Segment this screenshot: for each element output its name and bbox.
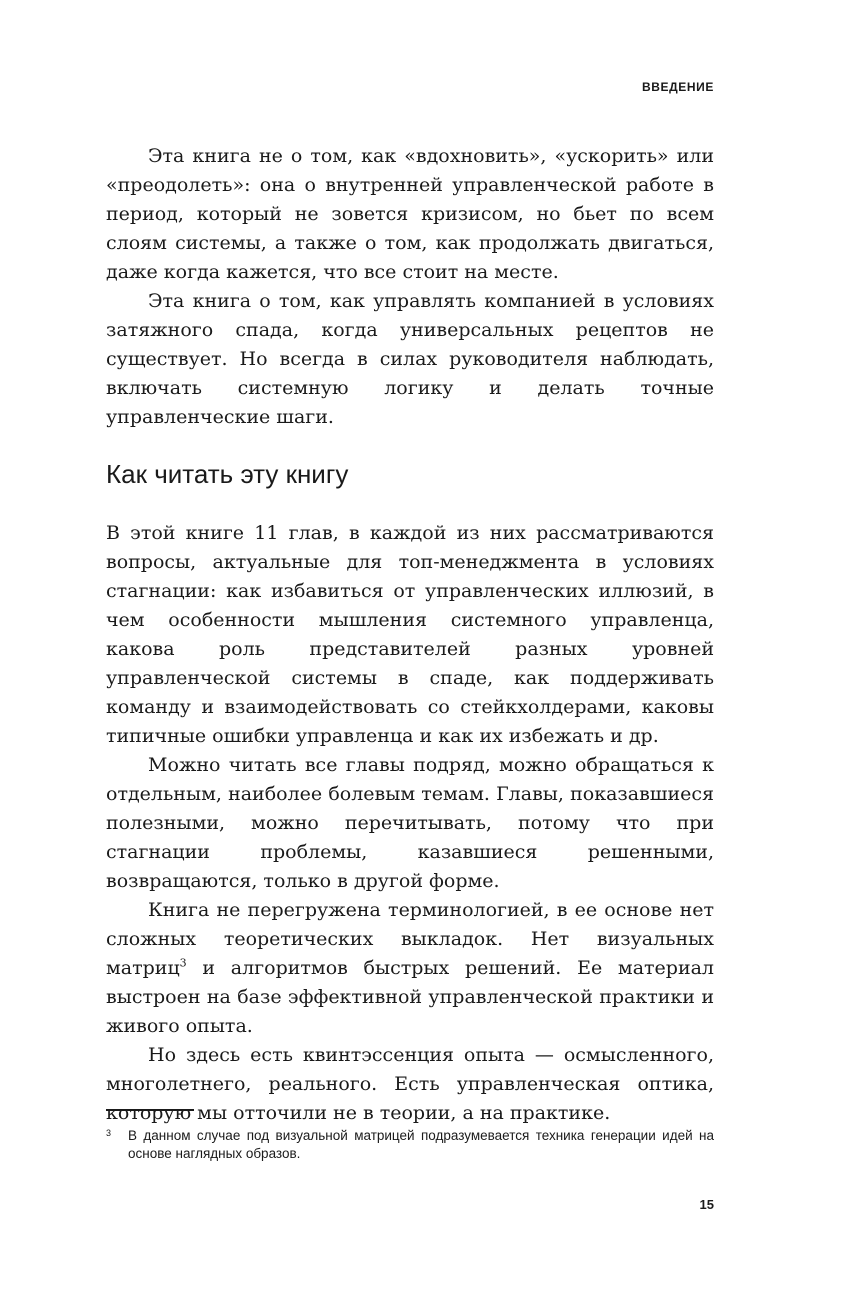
section-heading: Как читать эту книгу xyxy=(106,459,349,489)
section-paragraph-1: В этой книге 11 глав, в каждой из них рассматриваются вопросы, актуальные для топ-менеджмента в условиях стагнации: как избавиться от управленческих иллюзий, в чем особенности мышления системного управленца, какова роль представителей разных уровней управленческой системы в спаде, как поддерживать команду и взаимодействовать со стейкхолдерами, каковы типичные ошибки управленца и как их избежать и др. xyxy=(106,522,714,747)
section-text xyxy=(106,519,714,1128)
section-paragraph-3 xyxy=(106,896,714,1041)
running-head: ВВЕДЕНИЕ xyxy=(642,80,714,94)
intro-text xyxy=(106,142,714,432)
page-number: 15 xyxy=(699,1197,714,1212)
intro-paragraph-2: Эта книга о том, как управлять компанией в условиях затяжного спада, когда универсальных рецептов не существует. Но всегда в силах руководителя наблюдать, включать системную логику и делать точные управленческие шаги. xyxy=(106,290,714,428)
section-paragraph-4: Но здесь есть квинтэссенция опыта — осмысленного, многолетнего, реального. Есть управленческая оптика, которую мы отточили не в теории, а на практике. xyxy=(106,1044,714,1124)
section-paragraph-2: Можно читать все главы подряд, можно обращаться к отдельным, наиболее болевым темам. Главы, показавшиеся полезными, можно перечитывать, потому что при стагнации проблемы, казавшиеся решенными, возвращаются, только в другой форме. xyxy=(106,754,714,892)
footnote-text: В данном случае под визуальной матрицей подразумевается техника генерации идей на основе наглядных образов. xyxy=(128,1128,714,1161)
footnote xyxy=(106,1127,714,1163)
footnote-mark: 3 xyxy=(106,1128,112,1138)
footnote-divider xyxy=(106,1109,194,1111)
paragraph-text-after-note: и алгоритмов быстрых решений. Ее материал выстроен на базе эффективной управленческой практики и живого опыта. xyxy=(106,957,714,1037)
footnote-reference[interactable]: 3 xyxy=(179,956,187,970)
paragraph-text-before-note: Книга не перегружена терминологией, в ее основе нет сложных теоретических выкладок. Нет визуальных матриц xyxy=(106,899,714,979)
intro-paragraph-1: Эта книга не о том, как «вдохновить», «ускорить» или «преодолеть»: она о внутренней управленческой работе в период, который не зовется кризисом, но бьет по всем слоям системы, а также о том, как продолжать двигаться, даже когда кажется, что все стоит на месте. xyxy=(106,145,714,283)
